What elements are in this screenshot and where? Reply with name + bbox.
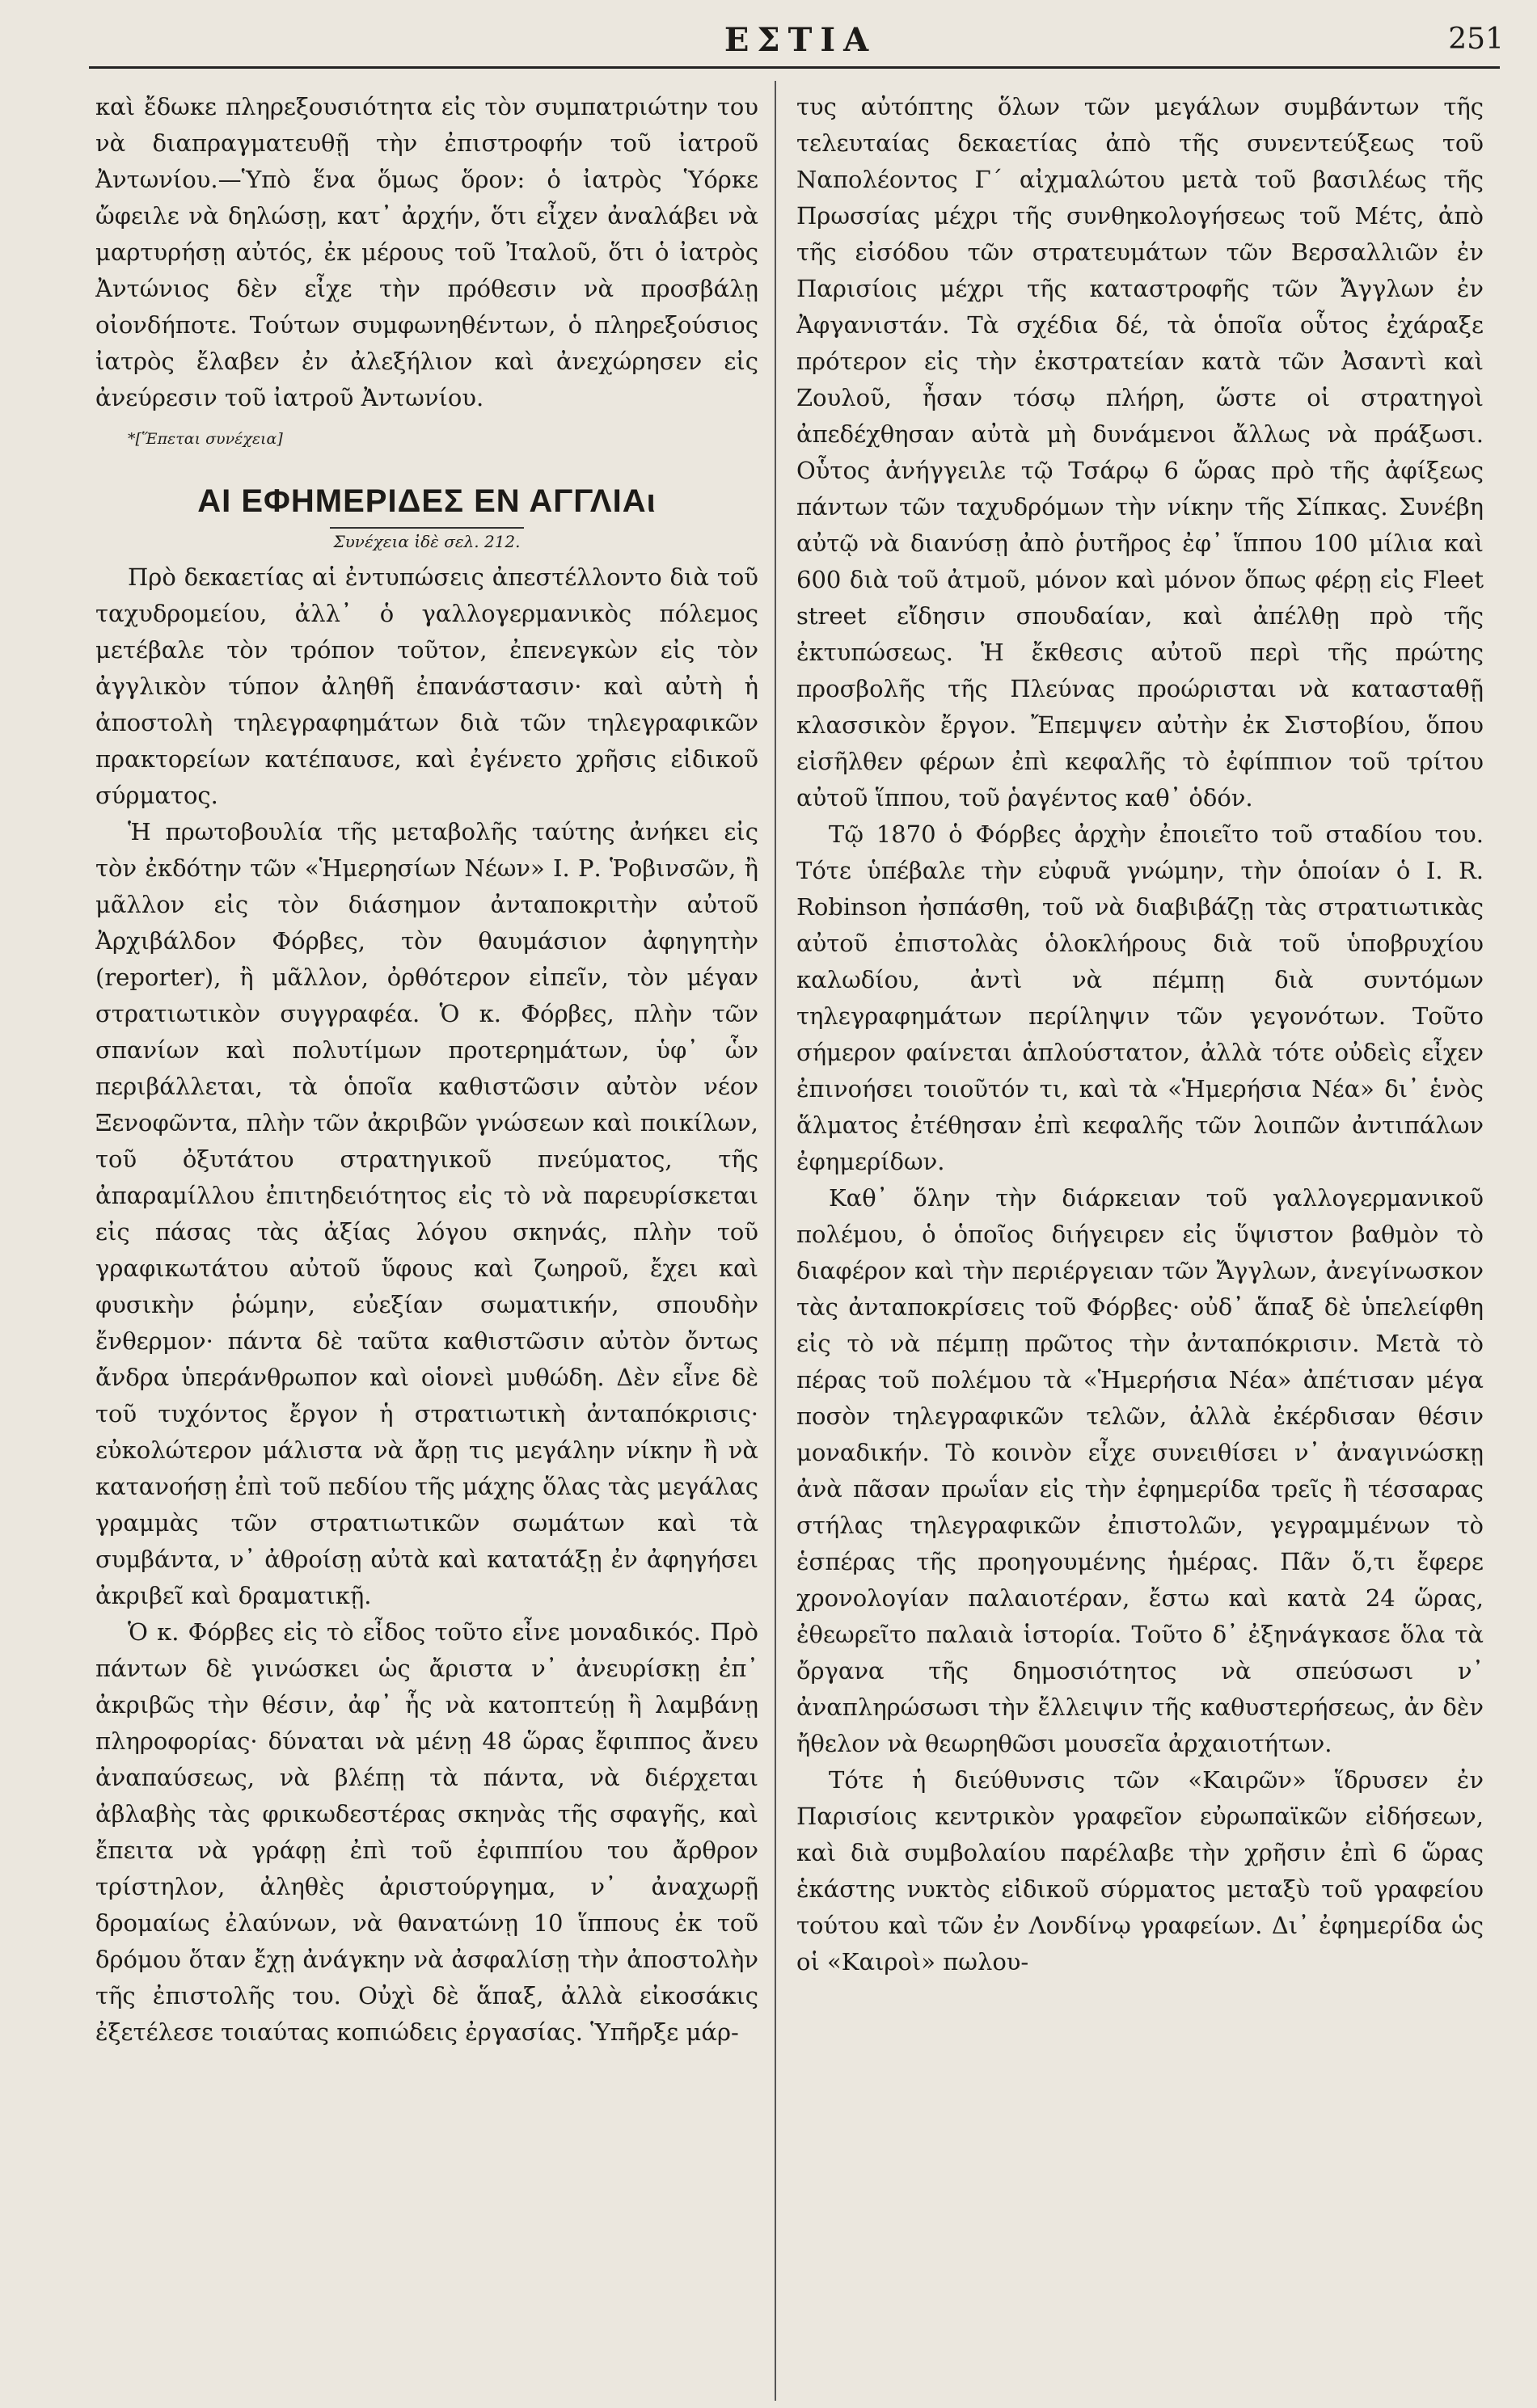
column-divider: [775, 81, 776, 2401]
paragraph: Ὁ κ. Φόρβες εἰς τὸ εἶδος τοῦτο εἶνε μοναδικός. Πρὸ πάντων δὲ γινώσκει ὡς ἄριστα ν᾽ ἀνευρίσκῃ ἐπ᾽ ἀκριβῶς τὴν θέσιν, ἀφ᾽ ἧς νὰ κατοπτεύῃ ἢ λαμβάνῃ πληροφορίας· δύναται νὰ μένῃ 48 ὥρας ἔφιππος ἄνευ ἀναπαύσεως, νὰ βλέπῃ τὰ πάντα, νὰ διέρχεται ἀβλαβὴς τὰς φρικωδεστέρας σκηνὰς τῆς σφαγῆς, καὶ ἔπειτα νὰ γράφῃ ἐπὶ τοῦ ἐφιππίου του ἄρθρον τρίστηλον, ἀληθὲς ἀριστούργημα, ν᾽ ἀναχωρῇ δρομαίως ἐλαύνων, νὰ θανατώνῃ 10 ἵππους ἐκ τοῦ δρόμου ὅταν ἔχῃ ἀνάγκην νὰ ἀσφαλίσῃ τὴν ἀποστολὴν τῆς ἐπιστολῆς του. Οὐχὶ δὲ ἅπαξ, ἀλλὰ εἰκοσάκις ἐξετέλεσε τοιαύτας κοπιώδεις ἐργασίας. Ὑπῆρξε μάρ-: [95, 1618, 758, 2046]
right-column: [796, 89, 1484, 2401]
left-column: [95, 89, 758, 2401]
title-rule: [330, 527, 524, 529]
running-title: ΕΣΤΙΑ: [724, 21, 877, 59]
paragraph: Πρὸ δεκαετίας αἱ ἐντυπώσεις ἀπεστέλλοντο διὰ τοῦ ταχυδρομείου, ἀλλ᾽ ὁ γαλλογερμανικὸς πόλεμος μετέβαλε τὸν τρόπον τοῦτον, ἐπενεγκὼν εἰς τὸν ἀγγλικὸν τύπον ἀληθῆ ἐπανάστασιν· καὶ αὐτὴ ἡ ἀποστολὴ τηλεγραφημάτων διὰ τῶν τηλεγραφικῶν πρακτορείων κατέπαυσε, καὶ ἐγένετο χρῆσις εἰδικοῦ σύρματος.: [95, 563, 758, 809]
paragraph: Καθ᾽ ὅλην τὴν διάρκειαν τοῦ γαλλογερμανικοῦ πολέμου, ὁ ὁποῖος διήγειρεν εἰς ὕψιστον βαθμὸν τὸ διαφέρον καὶ τὴν περιέργειαν τῶν Ἄγγλων, ἀνεγίνωσκον τὰς ἀνταποκρίσεις τοῦ Φόρβες· οὐδ᾽ ἅπαξ δὲ ὑπελείφθη εἰς τὸ νὰ πέμπῃ πρῶτος τὴν ἀνταπόκρισιν. Μετὰ τὸ πέρας τοῦ πολέμου τὰ «Ἡμερήσια Νέα» ἀπέτισαν μέγα ποσὸν τηλεγραφικῶν τελῶν, ἀλλὰ ἐκέρδισαν θέσιν μοναδικήν. Τὸ κοινὸν εἶχε συνειθίσει ν᾽ ἀναγινώσκῃ ἀνὰ πᾶσαν πρωΐαν εἰς τὴν ἐφημερίδα τρεῖς ἢ τέσσαρας στήλας τηλεγραφικῶν ἐπιστολῶν, γεγραμμένων τὸ ἑσπέρας τῆς προηγουμένης ἡμέρας. Πᾶν ὅ,τι ἔφερε χρονολογίαν παλαιοτέραν, ἔστω καὶ κατὰ 24 ὥρας, ἐθεωρεῖτο παλαιὰ ἱστορία. Τοῦτο δ᾽ ἐξηνάγκασε ὅλα τὰ ὄργανα τῆς δημοσιότητος νὰ σπεύσωσι ν᾽ ἀναπληρώσωσι τὴν ἔλλειψιν τῆς καθυστερήσεως, ἀν δὲν ἤθελον νὰ θεωρηθῶσι μουσεῖα ἀρχαιοτήτων.: [796, 1184, 1484, 1757]
previous-article-ending: καὶ ἔδωκε πληρεξουσιότητα εἰς τὸν συμπατριώτην του νὰ διαπραγματευθῇ τὴν ἐπιστροφήν τοῦ ἰατροῦ Ἀντωνίου.—Ὑπὸ ἕνα ὅμως ὅρον: ὁ ἰατρὸς Ὑόρκε ὤφειλε νὰ δηλώσῃ, κατ᾽ ἀρχήν, ὅτι εἶχεν ἀναλάβει νὰ μαρτυρήσῃ αὐτός, ἐκ μέρους τοῦ Ἰταλοῦ, ὅτι ὁ ἰατρὸς Ἀντώνιος δὲν εἶχε τὴν πρόθεσιν νὰ προσβάλῃ οἰονδήποτε. Τούτων συμφωνηθέντων, ὁ πληρεξούσιος ἰατρὸς ἔλαβεν ἐν ἀλεξήλιον καὶ ἀνεχώρησεν εἰς ἀνεύρεσιν τοῦ ἰατροῦ Ἀντωνίου.: [95, 93, 758, 411]
paragraph: Τῷ 1870 ὁ Φόρβες ἀρχὴν ἐποιεῖτο τοῦ σταδίου του. Τότε ὑπέβαλε τὴν εὐφυᾶ γνώμην, τὴν ὁποίαν ὁ I. R. Robinson ἠσπάσθη, τοῦ νὰ διαβιβάζῃ τὰς στρατιωτικὰς αὐτοῦ ἐπιστολὰς ὁλοκλήρους διὰ τοῦ ὑποβρυχίου καλωδίου, ἀντὶ νὰ πέμπῃ διὰ συντόμων τηλεγραφημάτων περίληψιν τῶν γεγονότων. Τοῦτο σήμερον φαίνεται ἁπλούστατον, ἀλλὰ τότε οὐδεὶς εἶχεν ἐπινοήσει τοιοῦτόν τι, καὶ τὰ «Ἡμερήσια Νέα» δι᾽ ἑνὸς ἅλματος ἐτέθησαν ἐπὶ κεφαλῆς τῶν λοιπῶν ἀντιπάλων ἐφημερίδων.: [796, 820, 1484, 1175]
paragraph: Τότε ἡ διεύθυνσις τῶν «Καιρῶν» ἵδρυσεν ἐν Παρισίοις κεντρικὸν γραφεῖον εὐρωπαϊκῶν εἰδήσεων, καὶ διὰ συμβολαίου παρέλαβε τὴν χρῆσιν ἐπὶ 6 ὥρας ἑκάστης νυκτὸς εἰδικοῦ σύρματος μεταξὺ τοῦ γραφείου τούτου καὶ τῶν ἐν Λονδίνῳ γραφείων. Δι᾽ ἐφημερίδα ὡς οἱ «Καιροὶ» πωλου-: [796, 1766, 1484, 1976]
page-header: [89, 15, 1512, 71]
follows-note: *[Ἕπεται συνέχεια]: [128, 430, 283, 448]
paragraph: Ἡ πρωτοβουλία τῆς μεταβολῆς ταύτης ἀνήκει εἰς τὸν ἐκδότην τῶν «Ἡμερησίων Νέων» Ι. Ρ. Ῥοβινσῶν, ἢ μᾶλλον εἰς τὸν διάσημον ἀνταποκριτὴν αὐτοῦ Ἀρχιβάλδον Φόρβες, τὸν θαυμάσιον ἀφηγητὴν (reporter), ἢ μᾶλλον, ὀρθότερον εἰπεῖν, τὸν μέγαν στρατιωτικὸν συγγραφέα. Ὁ κ. Φόρβες, πλὴν τῶν σπανίων καὶ πολυτίμων προτερημάτων, ὑφ᾽ ὧν περιβάλλεται, τὰ ὁποῖα καθιστῶσιν αὐτὸν νέον Ξενοφῶντα, πλὴν τῶν ἀκριβῶν γνώσεων καὶ ποικίλων, τοῦ ὀξυτάτου στρατηγικοῦ πνεύματος, τῆς ἀπαραμίλλου ἐπιτηδειότητος εἰς τὸ νὰ παρευρίσκεται εἰς πάσας τὰς ἀξίας λόγου σκηνάς, πλὴν τοῦ γραφικωτάτου αὐτοῦ ὕφους καὶ ζωηροῦ, ἔχει καὶ φυσικὴν ῥώμην, εὐεξίαν σωματικήν, σπουδὴν ἔνθερμον· πάντα δὲ ταῦτα καθιστῶσιν αὐτὸν ὄντως ἄνδρα ὑπεράνθρωπον καὶ οἱονεὶ μυθώδη. Δὲν εἶνε δὲ τοῦ τυχόντος ἔργον ἡ στρατιωτικὴ ἀνταπόκρισις· εὐκολώτερον μάλιστα νὰ ἄρῃ τις μεγάλην νίκην ἢ νὰ κατανοήσῃ ἐπὶ τοῦ πεδίου τῆς μάχης ὅλας τὰς μεγάλας γραμμὰς τῶν στρατιωτικῶν σωμάτων καὶ τὰ συμβάντα, ν᾽ ἀθροίσῃ αὐτὰ καὶ κατατάξῃ ἐν ἀφηγήσει ἀκριβεῖ καὶ δραματικῇ.: [95, 818, 758, 1609]
page-number: 251: [1448, 23, 1504, 56]
continuation-note: Συνέχεια ἰδὲ σελ. 212.: [333, 532, 521, 551]
article-title: ΑΙ ΕΦΗΜΕΡΙΔΕΣ ΕΝ ΑΓΓΛΙΑι: [197, 483, 657, 519]
paragraph: τυς αὐτόπτης ὅλων τῶν μεγάλων συμβάντων τῆς τελευταίας δεκαετίας ἀπὸ τῆς συνεντεύξεως τοῦ Ναπολέοντος Γ´ αἰχμαλώτου μετὰ τοῦ βασιλέως τῆς Πρωσσίας μέχρι τῆς συνθηκολογήσεως τοῦ Μέτς, ἀπὸ τῆς εἰσόδου τῶν στρατευμάτων τῶν Βερσαλλιῶν ἐν Παρισίοις μέχρι τῆς καταστροφῆς τῶν Ἄγγλων ἐν Ἀφγανιστάν. Τὰ σχέδια δέ, τὰ ὁποῖα οὗτος ἐχάραξε πρότερον εἰς τὴν ἐκστρατείαν κατὰ τῶν Ἀσαντὶ καὶ Ζουλοῦ, ἦσαν τόσῳ πλήρη, ὥστε οἱ στρατηγοὶ ἀπεδέχθησαν αὐτὰ μὴ δυνάμενοι ἄλλως νὰ πράξωσι. Οὗτος ἀνήγγειλε τῷ Τσάρῳ 6 ὥρας πρὸ τῆς ἀφίξεως πάντων τῶν ταχυδρόμων τὴν νίκην τῆς Σίπκας. Συνέβη αὐτῷ νὰ διανύσῃ ἀπὸ ῥυτῆρος ἐφ᾽ ἵππου 100 μίλια καὶ 600 διὰ τοῦ ἀτμοῦ, μόνον καὶ μόνον ὅπως φέρῃ εἰς Fleet street εἴδησιν σπουδαίαν, καὶ ἀπέλθῃ πρὸ τῆς ἐκτυπώσεως. Ἡ ἔκθεσις αὐτοῦ περὶ τῆς πρώτης προσβολῆς τῆς Πλεύνας προώρισται νὰ κατασταθῇ κλασσικὸν ἔργον. Ἔπεμψεν αὐτὴν ἐκ Σιστοβίου, ὅπου εἰσῆλθεν φέρων ἐπὶ κεφαλῆς τὸ ἐφίππιον τοῦ τρίτου αὐτοῦ ἵππου, τοῦ ῥαγέντος καθ᾽ ὁδόν.: [796, 93, 1484, 812]
header-rule: [89, 66, 1500, 69]
